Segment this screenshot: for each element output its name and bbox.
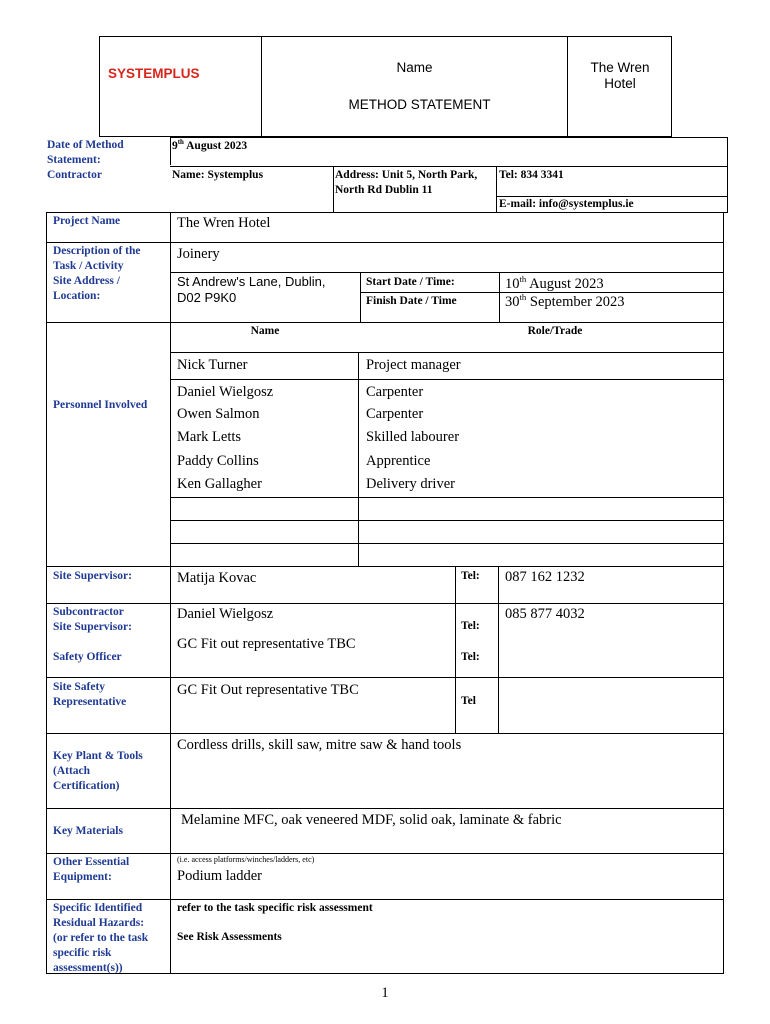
subcontractor-name: Daniel Wielgosz xyxy=(177,606,274,622)
finish-date: 30th September 2023 xyxy=(505,292,625,310)
header-project-name: The Wren Hotel xyxy=(590,60,650,91)
name-label: Name xyxy=(396,60,433,75)
supervisor-tel: 087 162 1232 xyxy=(505,569,585,585)
project-name-label: Project Name xyxy=(53,215,121,227)
table-row: Mark Letts xyxy=(177,429,242,445)
plant-tools: Cordless drills, skill saw, mitre saw & hand tools xyxy=(177,737,462,753)
hazards-risk-assessments: See Risk Assessments xyxy=(177,931,282,943)
personnel-name-header: Name xyxy=(250,325,280,337)
contractor-email: E-mail: info@systemplus.ie xyxy=(499,198,634,210)
contractor-name: Name: Systemplus xyxy=(172,169,264,181)
plant-tools-label: Key Plant & Tools (Attach Certification) xyxy=(53,750,143,792)
subcontractor-label: Subcontractor Site Supervisor: xyxy=(53,606,132,633)
safety-officer-tel-label: Tel: xyxy=(461,651,480,663)
hazards-label: Specific Identified Residual Hazards: (or refer to the task specific risk assessment(s)) xyxy=(53,902,149,974)
contractor-tel: Tel: 834 3341 xyxy=(499,169,564,181)
date-label: Date of Method Statement: xyxy=(47,139,124,166)
safety-rep-tel-label: Tel xyxy=(461,695,476,707)
personnel-role-header: Role/Trade xyxy=(527,325,583,337)
other-equipment-label: Other Essential Equipment: xyxy=(53,856,130,883)
table-row-role: Apprentice xyxy=(366,453,431,469)
site-address-label: Site Address / Location: xyxy=(53,275,120,302)
table-row: Owen Salmon xyxy=(177,406,260,422)
personnel-label: Personnel Involved xyxy=(53,399,148,411)
table-row-role: Skilled labourer xyxy=(366,429,460,445)
table-row: Paddy Collins xyxy=(177,453,259,469)
page-number: 1 xyxy=(381,985,389,1001)
table-row: Ken Gallagher xyxy=(177,476,262,492)
contractor-label: Contractor xyxy=(47,169,102,181)
document-title: METHOD STATEMENT xyxy=(348,97,491,112)
hazards-reference: refer to the task specific risk assessment xyxy=(177,902,373,914)
key-materials-label: Key Materials xyxy=(53,825,123,837)
method-date: 9th August 2023 xyxy=(172,139,248,152)
safety-rep-label: Site Safety Representative xyxy=(53,681,127,708)
supervisor-tel-label: Tel: xyxy=(461,570,480,582)
safety-officer-name: GC Fit out representative TBC xyxy=(177,636,356,652)
table-row-role: Carpenter xyxy=(366,406,424,422)
safety-rep-name: GC Fit Out representative TBC xyxy=(177,682,359,698)
site-supervisor-label: Site Supervisor: xyxy=(53,570,132,582)
other-equipment: Podium ladder xyxy=(177,868,262,884)
subcontractor-tel: 085 877 4032 xyxy=(505,606,585,622)
task-description: Joinery xyxy=(177,246,220,262)
task-label: Description of the Task / Activity xyxy=(53,245,141,272)
finish-date-label: Finish Date / Time xyxy=(366,295,457,307)
project-name: The Wren Hotel xyxy=(177,215,271,231)
safety-officer-label: Safety Officer xyxy=(53,651,122,663)
table-row-role: Delivery driver xyxy=(366,476,455,492)
table-row: Nick Turner xyxy=(177,357,248,373)
company-name: SYSTEMPLUS xyxy=(108,66,200,81)
table-row: Daniel Wielgosz xyxy=(177,384,274,400)
key-materials: Melamine MFC, oak veneered MDF, solid oak, laminate & fabric xyxy=(181,812,562,828)
table-row-role: Carpenter xyxy=(366,384,424,400)
site-supervisor-name: Matija Kovac xyxy=(177,570,257,586)
start-date-label: Start Date / Time: xyxy=(366,276,455,288)
start-date: 10th August 2023 xyxy=(505,274,604,292)
subcontractor-tel-label: Tel: xyxy=(461,620,480,632)
table-row-role: Project manager xyxy=(366,357,461,373)
equipment-hint: (i.e. access platforms/winches/ladders, etc) xyxy=(177,855,315,864)
site-address: St Andrew's Lane, Dublin, D02 P9K0 xyxy=(177,274,326,305)
contractor-address: Address: Unit 5, North Park, North Rd Dublin 11 xyxy=(335,169,478,196)
